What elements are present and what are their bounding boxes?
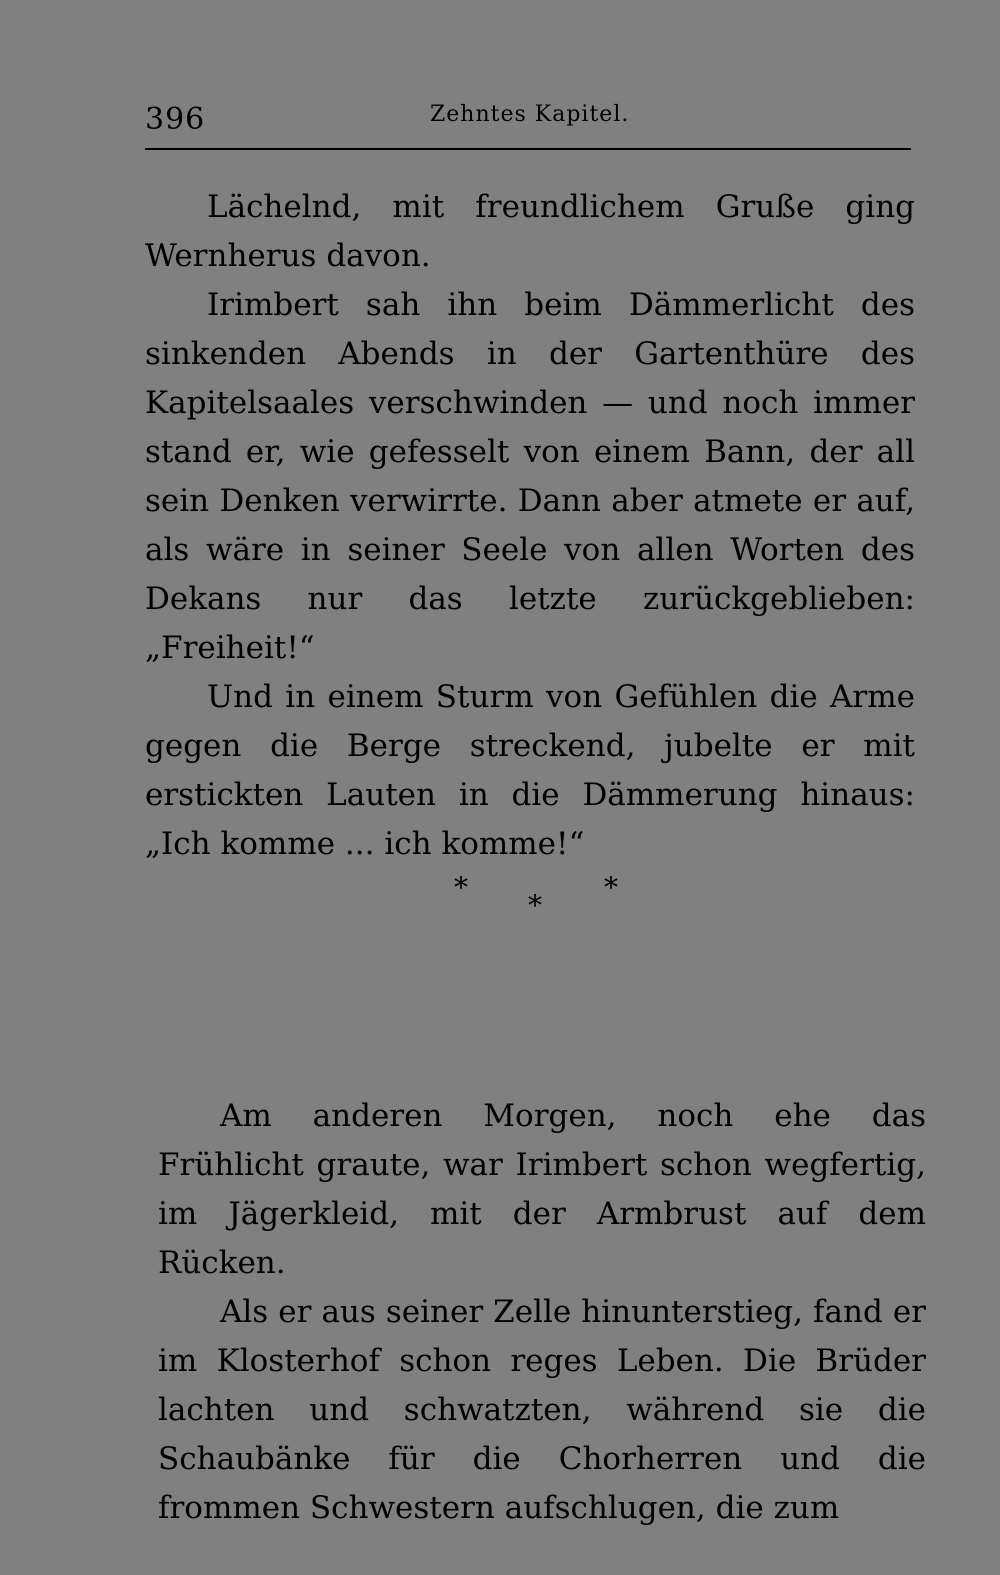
running-head: Zehntes Kapitel. [430,102,630,127]
paragraph: Und in einem Sturm von Gefühlen die Arme gegen die Berge streckend, jubelte er mit erstickten Lauten in die Dämmerung hinaus: „Ich komme ... ich komme!“ [145,679,915,862]
separator-star: * [454,871,468,904]
text-section-1 [145,183,915,869]
paragraph: Lächelnd, mit freundlichem Gruße ging Wernherus davon. [145,189,915,274]
separator-star: * [528,889,542,922]
section-separator [440,870,640,930]
header-rule [145,148,911,150]
paragraph: Als er aus seiner Zelle hinunterstieg, fand er im Klosterhof schon reges Leben. Die Brüder lachten und schwatzten, während sie die Schaubänke für die Chorherren und die frommen Schwestern aufschlugen, die zum [158,1294,926,1526]
paragraph: Irimbert sah ihn beim Dämmerlicht des sinkenden Abends in der Gartenthüre des Kapitelsaales verschwinden — und noch immer stand er, wie gefesselt von einem Bann, der all sein Denken verwirrte. Dann aber atmete er auf, als wäre in seiner Seele von allen Worten des Dekans nur das letzte zurückgeblieben: „Freiheit!“ [145,287,915,666]
separator-star: * [604,871,618,904]
page-header [145,96,911,144]
paragraph: Am anderen Morgen, noch ehe das Frühlicht graute, war Irimbert schon wegfertig, im Jägerkleid, mit der Armbrust auf dem Rücken. [158,1098,926,1281]
page-number: 396 [145,102,206,137]
text-section-2 [158,1092,926,1533]
